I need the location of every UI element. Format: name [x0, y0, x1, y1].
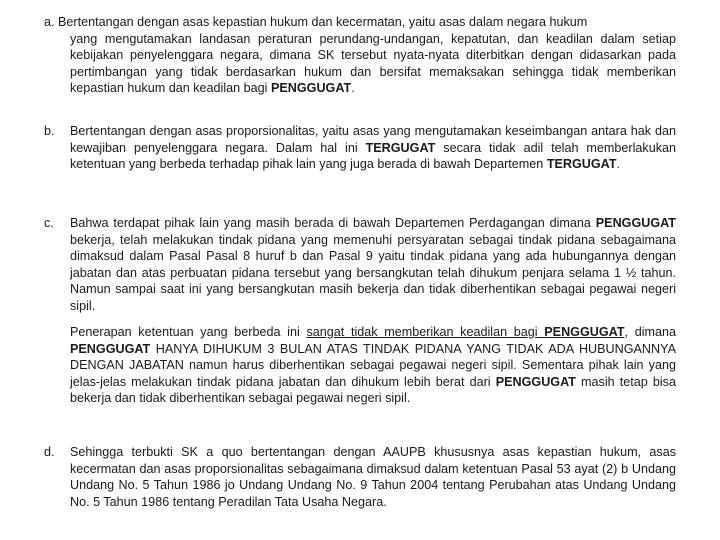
item-a-period: . [351, 81, 355, 96]
item-a-bold-party: PENGGUGAT [270, 81, 352, 96]
item-a-first-line [44, 14, 676, 31]
penerapan-text [44, 324, 676, 407]
item-c-marker: c. [44, 216, 54, 230]
item-d-text [44, 444, 676, 510]
item-b-part1: Bertentangan dengan asas proporsionalitas, yaitu asas yang mengutamakan keseimbangan antara hak dan kewajiban penyelenggara negara. Dalam hal ini [70, 124, 676, 155]
penerapan-part2: HANYA DIHUKUM 3 BULAN ATAS TINDAK PIDANA YANG TIDAK ADA HUBUNGANNYA DENGAN JABATAN namun harus diberhentikan sebagai pegawai negeri sipil. Sementara pihak lain yang jelas-jelas melakukan tindak pidana jabatan dan dihukum lebih berat dari [70, 341, 676, 389]
item-c-text [44, 215, 676, 315]
item-b-bold2: TERGUGAT [546, 157, 617, 172]
item-b-bold1: TERGUGAT [365, 140, 436, 155]
penerapan-bold1: PENGGUGAT [70, 341, 151, 356]
item-a-rest: yang mengutamakan landasan peraturan perundang-undangan, kepatutan, dan keadilan dalam setiap kebijakan penyelenggara negara, dimana SK tersebut nyata-nyata diterbitkan dengan didasarkan pada pertimbangan yang tidak berdasarkan hukum dan bersifat memaksakan sehingga tidak memberikan kepastian hukum dan keadilan bagi [70, 31, 676, 96]
item-a-text [44, 14, 676, 97]
penerapan-underlined: sangat tidak memberikan keadilan bagi [306, 325, 538, 339]
paragraph-penerapan [44, 324, 676, 407]
item-b-part2: secara tidak adil telah memberlakukan ketentuan yang berbeda terhadap pihak lain yang juga berada di bawah Departemen [70, 140, 676, 172]
item-c-part1: Bahwa terdapat pihak lain yang masih berada di bawah Departemen Perdagangan dimana [70, 216, 596, 230]
item-d-paragraph: Sehingga terbukti SK a quo bertentangan dengan AAUPB khususnya asas kepastian hukum, asas kecermatan dan asas proporsionalitas sebagaimana dimaksud dalam ketentuan Pasal 53 ayat (2) b Undang Undang No. 5 Tahun 1986 jo Undang Undang No. 9 Tahun 2004 tentang Perubahan atas Undang Undang No. 5 Tahun 1986 tentang Peradilan Tata Usaha Negara. [70, 445, 676, 509]
list-item-d [44, 444, 676, 510]
penerapan-part3: masih tetap bisa bekerja dan tidak diberhentikan sebagai pegawai negeri sipil. [70, 374, 676, 406]
penerapan-bold-underlined: PENGGUGAT [544, 325, 625, 339]
penerapan-start: Penerapan ketentuan yang berbeda ini [70, 325, 307, 339]
item-b-marker: b. [44, 124, 55, 138]
item-a-line1: Bertentangan dengan asas kepastian hukum dan kecermatan, yaitu asas dalam negara hukum [58, 15, 588, 29]
item-d-marker: d. [44, 445, 55, 459]
item-a-marker: a. [44, 15, 55, 29]
penerapan-bold2: PENGGUGAT [495, 374, 576, 389]
item-b-period: . [616, 157, 621, 172]
list-item-c [44, 215, 676, 315]
item-b-text [44, 123, 676, 173]
item-a-continuation [44, 31, 676, 97]
list-item-a [44, 14, 676, 97]
list-item-b [44, 123, 676, 173]
penerapan-after: , dimana [624, 325, 676, 339]
item-c-bold1: PENGGUGAT [595, 216, 676, 230]
item-c-part2: bekerja, telah melakukan tindak pidana yang memenuhi persyaratan sebagai tindak pidana sebagaimana dimaksud dalam Pasal Pasal 8 huruf b dan Pasal 9 yaitu tindak pidana yang ada hubungannya dengan jabatan dan atas perbuatan pidana tersebut yang bersangkutan telah dihukum penjara selama 1 ½ tahun. Namun sampai saat ini yang bersangkutan masih bekerja dan tidak diberhentikan sebagai pegawai negeri sipil. [70, 232, 676, 313]
